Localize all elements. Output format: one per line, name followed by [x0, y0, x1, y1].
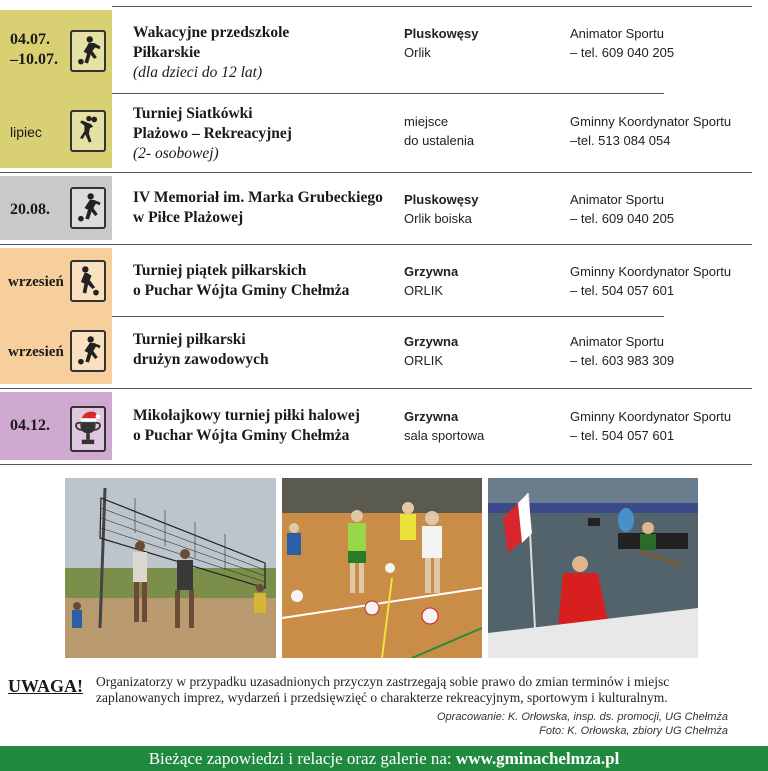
- event-contact: Animator Sportu – tel. 609 040 205: [570, 192, 675, 226]
- event-contact: Gminny Koordynator Sportu – tel. 504 057 601: [570, 264, 732, 298]
- event-contact: Animator Sportu – tel. 609 040 205: [570, 26, 675, 60]
- event-contact: Gminny Koordynator Sportu –tel. 513 084 054: [570, 114, 732, 148]
- event-title: Turniej Siatkówki Plażowo – Rekreacyjnej (2- osobowej): [133, 105, 292, 162]
- event-date: 04.12.: [10, 417, 50, 434]
- event-date: 20.08.: [10, 201, 50, 218]
- divider: [112, 316, 664, 317]
- credits-prepared: Opracowanie: K. Orłowska, insp. ds. promocji, UG Chełmża: [437, 711, 728, 723]
- event-place: Pluskowęsy Orlik: [404, 26, 479, 60]
- event-row-1: [0, 10, 752, 94]
- photo-kids-football: [282, 478, 482, 658]
- volleyball-player-icon: [70, 110, 106, 152]
- event-title: IV Memoriał im. Marka Grubeckiego w Piłce Plażowej: [133, 189, 383, 226]
- event-title: Turniej piątek piłkarskich o Puchar Wójta Gminy Chełmża: [133, 262, 350, 299]
- event-title: Mikołajkowy turniej piłki halowej o Puchar Wójta Gminy Chełmża: [133, 407, 360, 444]
- footer-text: Bieżące zapowiedzi i relacje oraz galerie na:: [148, 749, 456, 768]
- divider: [0, 172, 752, 173]
- event-place: Grzywna ORLIK: [404, 334, 459, 368]
- divider: [0, 388, 752, 389]
- top-rule: [112, 6, 752, 7]
- event-row-3: [0, 176, 752, 240]
- soccer-player-icon: [70, 330, 106, 372]
- event-row-5: [0, 318, 752, 384]
- footer-bar: [0, 746, 768, 771]
- event-date: lipiec: [10, 124, 42, 140]
- event-place: Grzywna sala sportowa: [404, 409, 485, 443]
- credits-photos: Foto: K. Orłowska, zbiory UG Chełmża: [539, 725, 728, 737]
- divider: [0, 244, 752, 245]
- event-subtitle: (2- osobowej): [133, 145, 219, 162]
- event-place: Pluskowęsy Orlik boiska: [404, 192, 479, 226]
- photo-beach-volleyball: [65, 478, 276, 658]
- trophy-santa-hat-icon: [70, 406, 106, 452]
- event-row-2: [0, 94, 752, 168]
- event-subtitle: (dla dzieci do 12 lat): [133, 64, 263, 81]
- event-row-4: [0, 248, 752, 316]
- event-contact: Animator Sportu – tel. 603 983 309: [570, 334, 675, 368]
- soccer-player-icon: [70, 30, 106, 72]
- event-contact: Gminny Koordynator Sportu – tel. 504 057 601: [570, 409, 732, 443]
- event-title: Turniej piłkarski drużyn zawodowych: [133, 331, 269, 368]
- divider: [0, 464, 752, 465]
- event-row-6: [0, 392, 752, 460]
- event-date: 04.07. –10.07.: [10, 31, 58, 68]
- event-place: Grzywna ORLIK: [404, 264, 459, 298]
- event-date: wrzesień: [8, 274, 64, 290]
- event-title: Wakacyjne przedszkole Piłkarskie (dla dzieci do 12 lat): [133, 24, 290, 81]
- footer-website-link[interactable]: www.gminachelmza.pl: [455, 749, 620, 768]
- notice-label: UWAGA!: [8, 676, 83, 696]
- credits: [437, 710, 728, 738]
- photo-raft-race: [488, 478, 698, 658]
- soccer-player-icon: [70, 187, 106, 229]
- event-date: wrzesień: [8, 344, 64, 360]
- event-place: miejsce do ustalenia: [404, 114, 475, 148]
- notice-text: Organizatorzy w przypadku uzasadnionych przyczyn zastrzegają sobie prawo do zmian terminów i miejsc zaplanowanych imprez, wydarzeń i przedsięwzięć o charakterze rekreacyjnym, sportowym i kulturalnym.: [96, 674, 670, 705]
- soccer-player-icon: [70, 260, 106, 302]
